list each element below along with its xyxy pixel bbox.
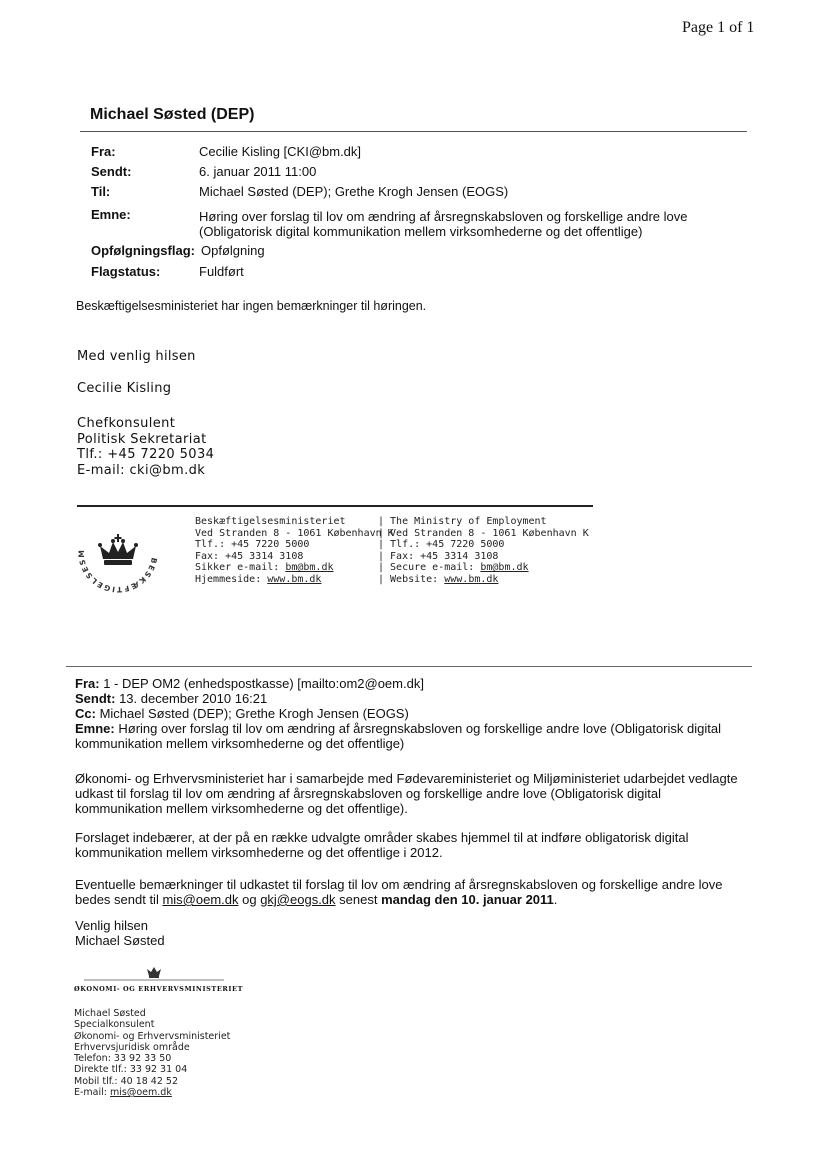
mis-email-link[interactable]: mis@oem.dk [162, 892, 239, 907]
to-value: Michael Søsted (DEP); Grethe Krogh Jensen (EOGS) [199, 184, 509, 199]
orig-subject-line-2: kommunikation mellem virksomhederne og det offentlige) [75, 736, 405, 751]
subject-label: Emne: [91, 207, 131, 222]
sent-value: 6. januar 2011 11:00 [199, 164, 317, 179]
original-message-header [75, 676, 775, 751]
followup-flag-label: Opfølgningsflag: [91, 243, 195, 258]
orig-subject: Emne: Høring over forslag til lov om ændring af årsregnskabsloven og forskellige andre love (Obligatorisk digital [75, 721, 721, 736]
orig-closing: Venlig hilsen Michael Søsted [75, 918, 165, 948]
reply-email: E-mail: cki@bm.dk [77, 463, 206, 479]
bm-secure-email-da: Sikker e-mail: bm@bm.dk [195, 562, 334, 574]
oem-logo [74, 963, 244, 995]
reply-greeting: Med venlig hilsen [77, 349, 196, 364]
bm-address-en: | Ved Stranden 8 - 1061 København K [378, 527, 589, 539]
bm-fax-en: | Fax: +45 3314 3108 [378, 550, 499, 562]
oem-logo-text: ØKONOMI- OG ERHVERVSMINISTERIET [74, 985, 244, 993]
bm-fax-da: Fax: +45 3314 3108 [195, 550, 304, 562]
orig-from: Fra: 1 - DEP OM2 (enhedspostkasse) [mailto:om2@oem.dk] [75, 676, 424, 691]
bm-contact-english [378, 516, 589, 586]
reply-title: Chefkonsulent [77, 416, 176, 431]
flag-status-label: Flagstatus: [91, 264, 161, 279]
orig-paragraph-2: Forslaget indebærer, at der på en række udvalgte områder skabes hjemmel til at indføre obligatorisk digital kommunikation mellem virksomhederne og det offentlige i 2012. [75, 830, 689, 860]
orig-cc: Cc: Michael Søsted (DEP); Grethe Krogh Jensen (EOGS) [75, 706, 409, 721]
from-label: Fra: [91, 144, 116, 159]
subject-line-2: (Obligatorisk digital kommunikation mellem virksomhederne og det offentlige) [199, 224, 643, 239]
gkj-email-link[interactable]: gkj@eogs.dk [260, 892, 336, 907]
oem-signature: Michael Søsted Specialkonsulent Økonomi- og Erhvervsministeriet Erhvervsjuridisk område Telefon: 33 92 33 50 Direkte tlf.: 33 92 31 04 Mobil tlf.: 40 18 42 52 E-mail: mis@oem.dk [74, 1008, 231, 1099]
crown-seal-icon [75, 510, 161, 596]
bm-website-da: Hjemmeside: www.bm.dk [195, 573, 322, 585]
bm-contact-danish [195, 516, 394, 586]
followup-flag-value: Opfølgning [201, 243, 265, 258]
bm-name-en: | The Ministry of Employment [378, 516, 547, 527]
orig-sent: Sendt: 13. december 2010 16:21 [75, 691, 268, 706]
bm-phone-da: Tlf.: +45 7220 5000 [195, 539, 310, 551]
bm-website-link[interactable]: www.bm.dk [267, 573, 322, 585]
reply-signature [77, 416, 214, 479]
bm-website-en: | Website: www.bm.dk [378, 573, 499, 585]
sent-label: Sendt: [91, 164, 132, 179]
bm-address-da: Ved Stranden 8 - 1061 København K [195, 527, 394, 539]
oem-crown-icon [74, 963, 234, 985]
original-message-divider [66, 666, 752, 667]
orig-paragraph-3: Eventuelle bemærkninger til udkastet til forslag til lov om ændring af årsregnskabsloven og forskellige andre love bedes sendt til mis@oem.dk og gkj@eogs.dk senest mandag den 10. januar 2011. [75, 877, 723, 907]
seal-text: BESKÆFTIGELSESM [76, 548, 159, 595]
page-number: Page 1 of 1 [682, 19, 755, 36]
bm-footer-divider [77, 505, 593, 507]
to-label: Til: [91, 184, 111, 199]
reply-department: Politisk Sekretariat [77, 431, 207, 447]
reply-name: Cecilie Kisling [77, 381, 172, 396]
flag-status-value: Fuldført [199, 264, 244, 279]
bm-website-link-en[interactable]: www.bm.dk [444, 573, 499, 585]
sig-email-link[interactable]: mis@oem.dk [110, 1087, 172, 1099]
mailbox-owner-title: Michael Søsted (DEP) [90, 106, 255, 123]
bm-secure-email-link[interactable]: bm@bm.dk [285, 562, 334, 574]
deadline: mandag den 10. januar 2011 [381, 892, 554, 907]
ministry-seal [75, 510, 161, 596]
reply-body: Beskæftigelsesministeriet har ingen bemærkninger til høringen. [76, 299, 427, 313]
bm-secure-email-en: | Secure e-mail: bm@bm.dk [378, 562, 529, 574]
reply-phone: Tlf.: +45 7220 5034 [77, 447, 215, 463]
header-divider [80, 131, 747, 132]
bm-secure-email-link-en[interactable]: bm@bm.dk [480, 562, 529, 574]
bm-name-da: Beskæftigelsesministeriet [195, 516, 346, 527]
orig-paragraph-1: Økonomi- og Erhvervsministeriet har i samarbejde med Fødevareministeriet og Miljøministeriet udarbejdet vedlagte udkast til forslag til lov om ændring af årsregnskabsloven og forskellige andre love (Obligatorisk digital kommunikation mellem virksomhederne og det offentlige). [75, 771, 738, 816]
subject-line-1: Høring over forslag til lov om ændring af årsregnskabsloven og forskellige andre love [199, 209, 688, 224]
bm-phone-en: | Tlf.: +45 7220 5000 [378, 539, 505, 551]
from-value: Cecilie Kisling [CKI@bm.dk] [199, 144, 362, 159]
